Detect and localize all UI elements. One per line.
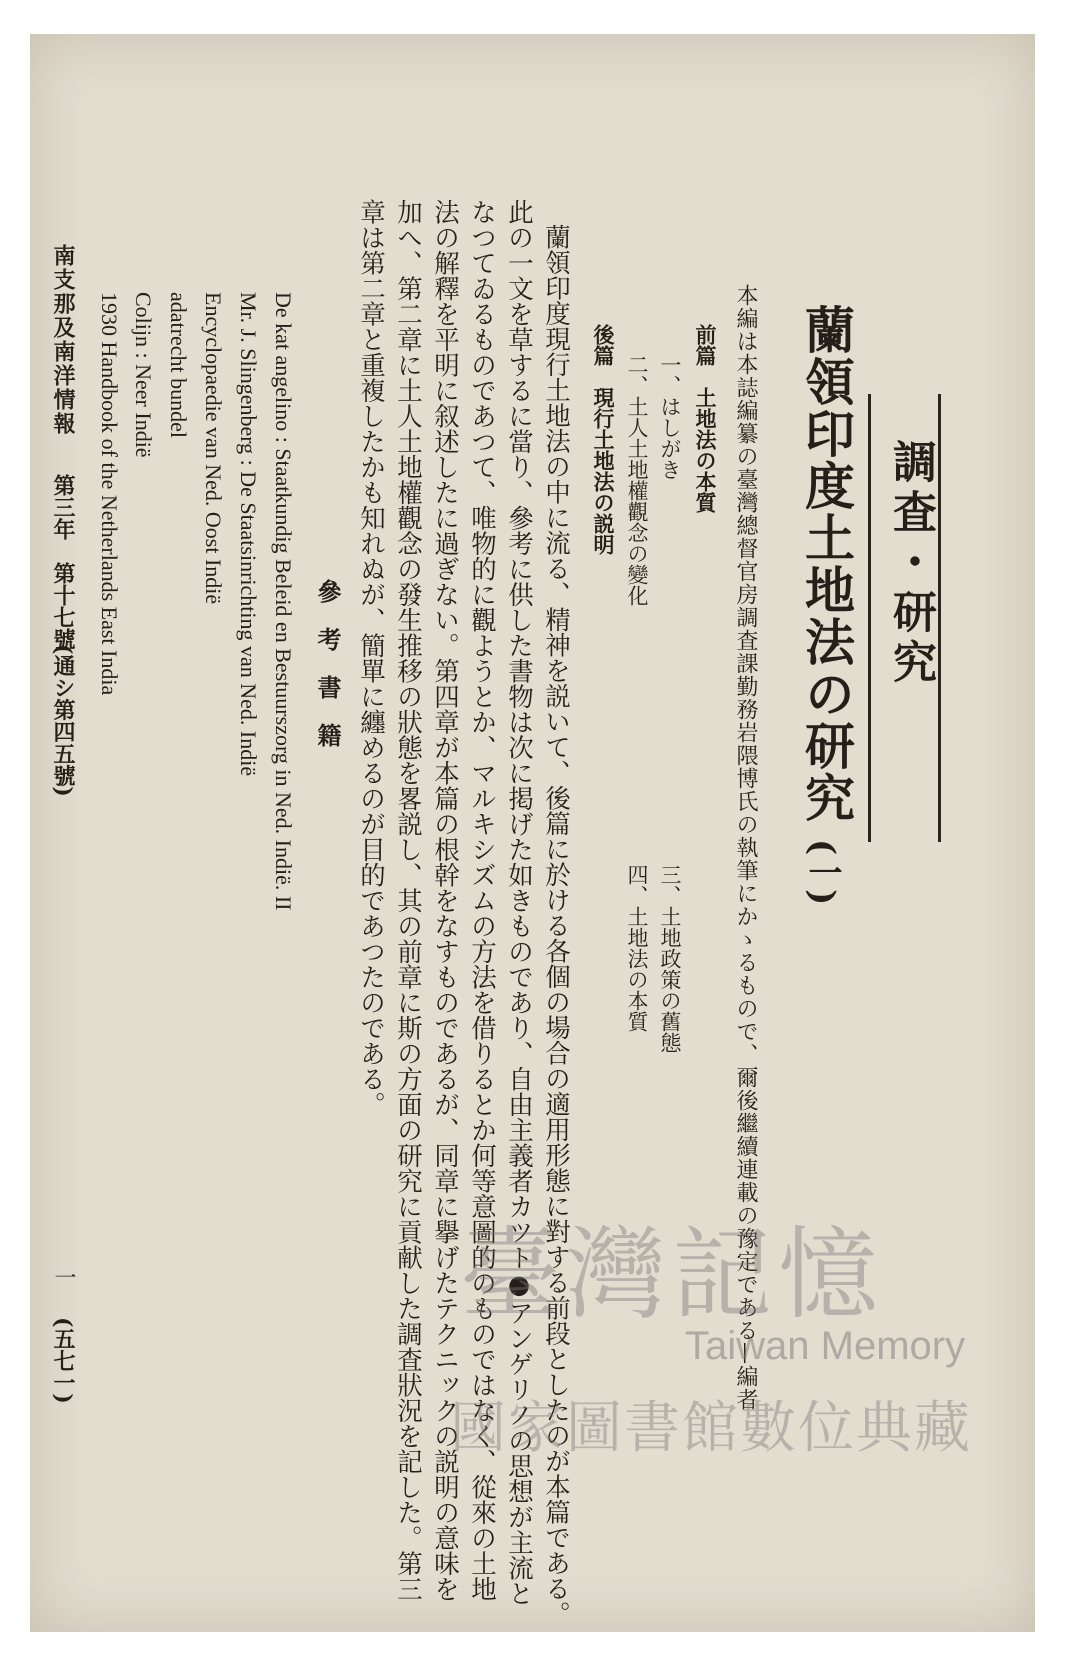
body-line-5: 加へ、第二章に土人土地權觀念の發生推移の狀態を畧説し、其の前章に斯の方面の研究に貢献した調査狀況を記した。第三: [393, 199, 423, 1602]
footer-journal: 南支那及南洋情報: [50, 244, 76, 436]
reference-item-3: Encyclopaedie van Ned. Oost Indië: [201, 292, 226, 605]
body-line-3: なつてゐるものであつて、唯物的に觀ようとか、マルキシズムの方法を借りるとか何等意圖的のものではなく、從來の土地: [467, 199, 497, 1602]
contents-back-label: 後篇 現行土地法の説明: [591, 324, 616, 555]
footer-issue-total: (通シ第四五號): [50, 644, 76, 797]
reference-item-5: Colijn : Neer Indië: [131, 292, 156, 458]
body-line-6: 章は第二章と重複したかも知れぬが、簡單に纏めるのが目的であつたのである。: [356, 199, 386, 1117]
body-line-1: 蘭領印度現行土地法の中に流る、精神を説いて、後篇に於ける各個の場合の適用形態に對する前段としたのが本篇である。: [541, 224, 571, 1627]
body-line-4: 法の解釋を平明に叙述したに過ぎない。第四章が本篇の根幹をなすものであるが、同章に擧げたテクニックの説明の意味を: [430, 199, 460, 1602]
watermark-kanji: 臺灣記憶: [460, 1216, 884, 1333]
article-part: (一): [802, 839, 842, 906]
footer-issue: 第三年 第十七號: [50, 474, 76, 650]
footer-page-number: 一: [51, 1266, 76, 1288]
references-heading: 參 考 書 籍: [313, 579, 342, 747]
contents-item-1: 一、はしがき: [658, 354, 682, 480]
body-line-2: 此の一文を草するに當り、參考に供した書物は次に掲げた如きものであり、自由主義者カツト●アンゲリノの思想が主流と: [504, 199, 534, 1606]
watermark-org: 國家圖書館數位典藏: [450, 1396, 972, 1461]
reference-item-1: De kat angelino : Staatkundig Beleid en Bestuurszorg in Ned. Indië. II: [271, 292, 296, 911]
contents-front-label: 前篇 土地法の本質: [693, 324, 718, 513]
reference-item-6: 1930 Handbook of the Netherlands East India: [97, 292, 122, 696]
section-rule-left: [868, 394, 871, 842]
reference-item-4: adatrecht bundel: [166, 292, 191, 438]
article-title: 蘭領印度土地法の研究: [797, 304, 856, 824]
editor-note: 本編は本誌編纂の臺灣總督官房調査課勤務岩隈博氏の執筆にかゝるもので、爾後繼續連載の豫定である—編者: [733, 284, 758, 1411]
reference-item-2: Mr. J. Slingenberg : De Staatsinrichting van Ned. Indië: [236, 292, 261, 777]
scanned-page: [30, 34, 1035, 1632]
contents-item-3: 三、土地政策の舊態: [658, 864, 682, 1053]
watermark-english: Taiwan Memory: [685, 1324, 966, 1368]
contents-item-4: 四、土地法の本質: [625, 864, 649, 1032]
contents-item-2: 二、土人土地權觀念の變化: [625, 354, 649, 606]
footer-page-total: (五七一): [50, 1317, 76, 1404]
section-label: 調査・研究: [885, 439, 936, 689]
